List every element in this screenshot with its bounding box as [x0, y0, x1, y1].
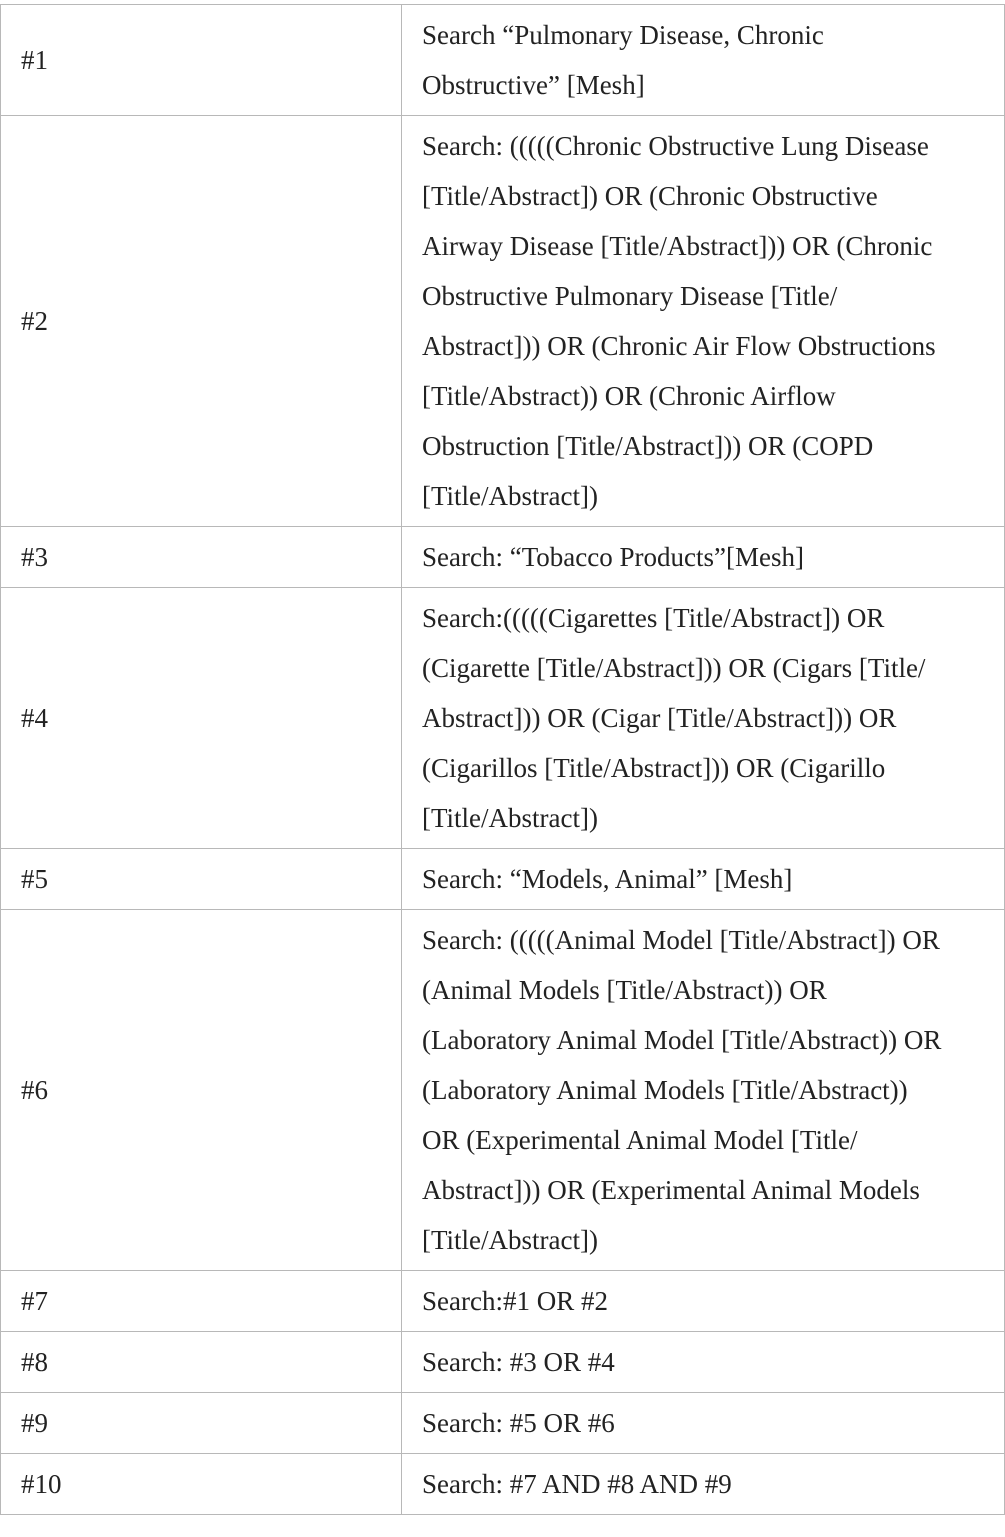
search-query [402, 849, 1005, 910]
search-query [402, 1271, 1005, 1332]
search-query [402, 527, 1005, 588]
search-query-line: Search: (((((Chronic Obstructive Lung Disease [422, 131, 929, 161]
search-step-id: #2 [1, 116, 402, 527]
search-query-line: Search “Pulmonary Disease, Chronic [422, 20, 824, 50]
search-query [402, 116, 1005, 527]
search-query-line: Abstract])) OR (Cigar [Title/Abstract])) OR [422, 703, 897, 733]
table-row [1, 116, 1005, 527]
search-query-line: (Animal Models [Title/Abstract)) OR [422, 975, 827, 1005]
search-query-line: Search:(((((Cigarettes [Title/Abstract]) OR [422, 603, 885, 633]
search-query-line: (Cigarillos [Title/Abstract])) OR (Cigarillo [422, 753, 886, 783]
search-query [402, 1393, 1005, 1454]
search-query-line: [Title/Abstract)) OR (Chronic Airflow [422, 381, 836, 411]
search-step-id: #1 [1, 5, 402, 116]
search-step-id: #3 [1, 527, 402, 588]
search-step-id: #10 [1, 1454, 402, 1515]
search-query-line: [Title/Abstract]) [422, 803, 598, 833]
search-step-id: #9 [1, 1393, 402, 1454]
search-step-id: #8 [1, 1332, 402, 1393]
table-row [1, 849, 1005, 910]
search-query-line: (Cigarette [Title/Abstract])) OR (Cigars [Title/ [422, 653, 926, 683]
search-step-id: #4 [1, 588, 402, 849]
search-query-line: (Laboratory Animal Model [Title/Abstract)) OR [422, 1025, 942, 1055]
table-row [1, 910, 1005, 1271]
search-query [402, 1454, 1005, 1515]
search-query-line: Search:#1 OR #2 [422, 1286, 608, 1316]
search-query [402, 5, 1005, 116]
table-row [1, 1393, 1005, 1454]
search-query [402, 588, 1005, 849]
search-step-id: #5 [1, 849, 402, 910]
search-query-line: Obstructive” [Mesh] [422, 70, 645, 100]
search-query-line: Obstructive Pulmonary Disease [Title/ [422, 281, 838, 311]
search-query-line: [Title/Abstract]) [422, 481, 598, 511]
search-query-line: Search: #7 AND #8 AND #9 [422, 1469, 732, 1499]
search-query-line: Search: #3 OR #4 [422, 1347, 615, 1377]
search-query-line: Search: #5 OR #6 [422, 1408, 615, 1438]
search-query-line: Search: (((((Animal Model [Title/Abstract]) OR [422, 925, 940, 955]
search-query-line: [Title/Abstract]) [422, 1225, 598, 1255]
table-row [1, 588, 1005, 849]
search-query [402, 910, 1005, 1271]
search-query-line: Abstract])) OR (Chronic Air Flow Obstructions [422, 331, 936, 361]
table-row [1, 527, 1005, 588]
table-body [1, 5, 1005, 1515]
search-query-line: Obstruction [Title/Abstract])) OR (COPD [422, 431, 874, 461]
table-row [1, 1271, 1005, 1332]
search-query-line: (Laboratory Animal Models [Title/Abstract)) [422, 1075, 908, 1105]
search-strategy-table [0, 4, 1005, 1515]
search-query [402, 1332, 1005, 1393]
search-step-id: #7 [1, 1271, 402, 1332]
search-query-line: [Title/Abstract]) OR (Chronic Obstructive [422, 181, 878, 211]
search-step-id: #6 [1, 910, 402, 1271]
table-row [1, 1454, 1005, 1515]
table-row [1, 5, 1005, 116]
search-query-line: Search: “Tobacco Products”[Mesh] [422, 542, 804, 572]
table-row [1, 1332, 1005, 1393]
search-query-line: Search: “Models, Animal” [Mesh] [422, 864, 793, 894]
search-query-line: Airway Disease [Title/Abstract])) OR (Chronic [422, 231, 933, 261]
search-query-line: Abstract])) OR (Experimental Animal Models [422, 1175, 920, 1205]
search-query-line: OR (Experimental Animal Model [Title/ [422, 1125, 858, 1155]
